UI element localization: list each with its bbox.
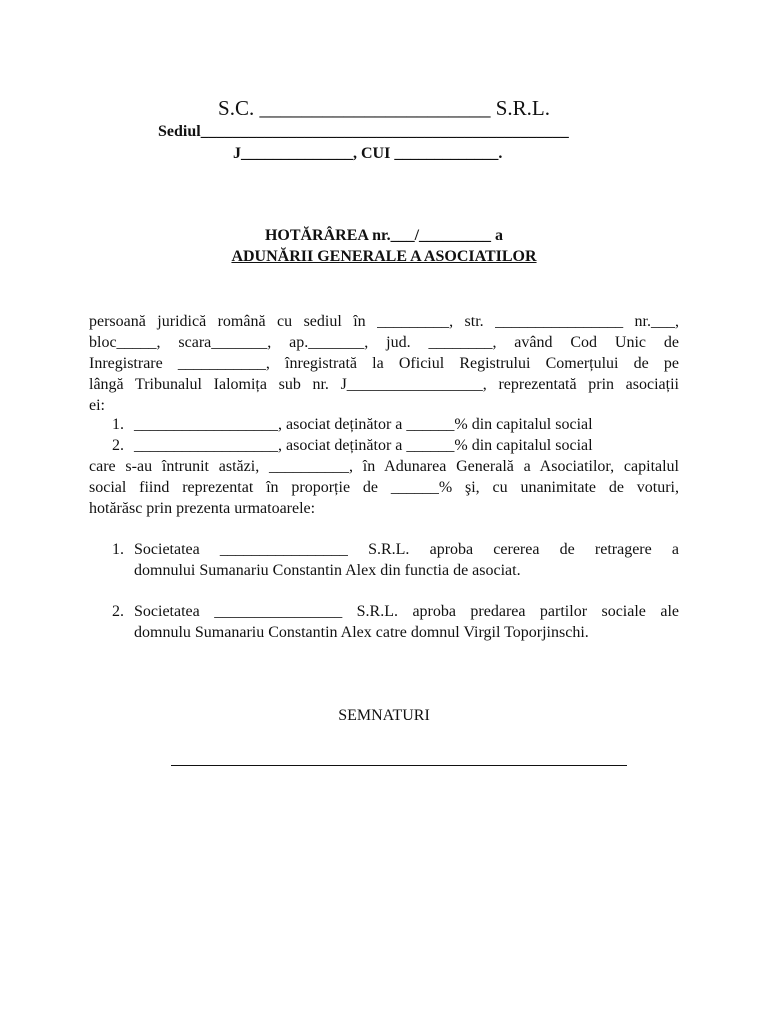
decision-line: Societatea ________________ S.R.L. aproba cererea de retragere a xyxy=(134,541,679,558)
intro-line-1: persoană juridică română cu sediul în _________, str. ________________ nr.___, xyxy=(89,313,679,330)
assembly-title: ADUNĂRII GENERALE A ASOCIATILOR xyxy=(231,248,537,265)
intro-line-2: bloc_____, scara_______, ap._______, jud. ________, având Cod Unic de xyxy=(89,334,679,351)
company-name-line: S.C. ______________________ S.R.L. xyxy=(218,96,550,120)
intro-line-5: ei: xyxy=(89,397,105,414)
associate-item: __________________, asociat deținător a ______% din capitalul social xyxy=(134,437,593,454)
signature-line xyxy=(171,765,627,766)
registry-line: J______________, CUI _____________. xyxy=(233,145,503,162)
associate-number: 2. xyxy=(112,437,124,454)
decision-line: Societatea ________________ S.R.L. aproba predarea partilor sociale ale xyxy=(134,603,679,620)
meeting-line-3: hotărăsc prin prezenta urmatoarele: xyxy=(89,500,316,517)
associate-item: __________________, asociat deținător a ______% din capitalul social xyxy=(134,416,593,433)
intro-line-3: Inregistrare ___________, înregistrată la Oficiul Registrului Comerțului de pe xyxy=(89,355,679,372)
intro-line-4: lângă Tribunalul Ialomița sub nr. J_________________, reprezentată prin asociații xyxy=(89,376,679,393)
decision-number: 2. xyxy=(112,603,124,620)
decision-title: HOTĂRÂREA nr.___/_________ a xyxy=(264,227,504,244)
decision-line: domnulu Sumanariu Constantin Alex catre domnul Virgil Toporjinschi. xyxy=(134,624,589,641)
signatures-label: SEMNATURI xyxy=(338,707,430,724)
meeting-line-1: care s-au întrunit astăzi, __________, în Adunarea Generală a Asociatilor, capitalul xyxy=(89,458,679,475)
decision-line: domnului Sumanariu Constantin Alex din functia de asociat. xyxy=(134,562,521,579)
associate-number: 1. xyxy=(112,416,124,433)
sediul-line: Sediul______________________________________________ xyxy=(158,123,569,140)
meeting-line-2: social fiind reprezentat în proporție de ______% şi, cu unanimitate de voturi, xyxy=(89,479,679,496)
decision-number: 1. xyxy=(112,541,124,558)
